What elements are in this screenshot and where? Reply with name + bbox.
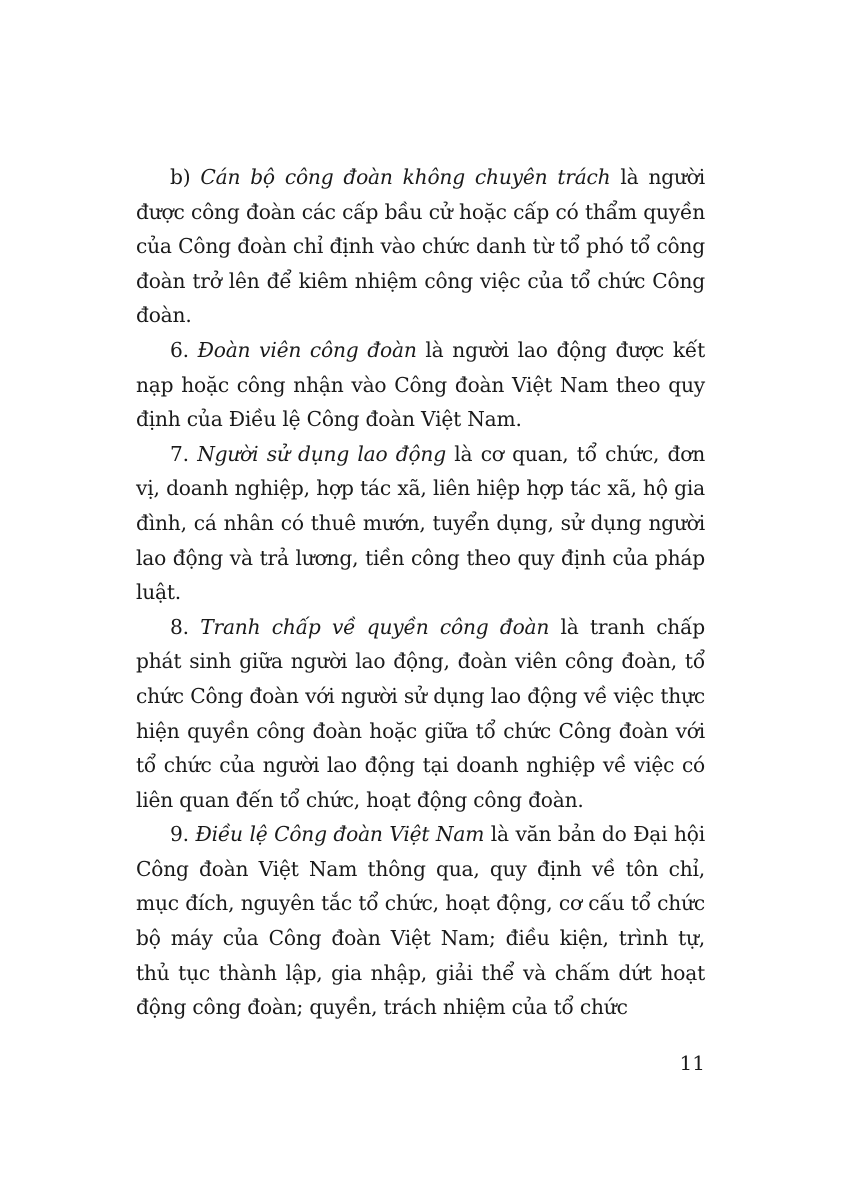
- defined-term: Cán bộ công đoàn không chuyên trách: [200, 165, 611, 189]
- definition-text: là cơ quan, tổ chức, đơn vị, doanh nghiệp, hợp tác xã, liên hiệp hợp tác xã, hộ gia đình, cá nhân có thuê mướn, tuyển dụng, sử dụng người lao động và trả lương, tiền công theo quy định của pháp luật.: [136, 441, 705, 605]
- definition-text: là người lao động được kết nạp hoặc công nhận vào Công đoàn Việt Nam theo quy định của Điều lệ Công đoàn Việt Nam.: [136, 337, 705, 432]
- item-prefix: b): [170, 165, 201, 189]
- defined-term: Đoàn viên công đoàn: [197, 337, 417, 362]
- item-prefix: 8.: [170, 614, 201, 639]
- page-number: 11: [679, 1051, 705, 1075]
- defined-term: Người sử dụng lao động: [197, 441, 446, 466]
- definition-text: là tranh chấp phát sinh giữa người lao động, đoàn viên công đoàn, tổ chức Công đoàn với người sử dụng lao động về việc thực hiện quyền công đoàn hoặc giữa tổ chức Công đoàn với tổ chức của người lao động tại doanh nghiệp về việc có liên quan đến tổ chức, hoạt động công đoàn.: [136, 614, 705, 812]
- item-prefix: 6.: [170, 337, 198, 362]
- paragraph-9-union-charter: [136, 817, 705, 1025]
- item-prefix: 7.: [170, 441, 198, 466]
- paragraph-8-union-rights-dispute: [136, 610, 705, 818]
- defined-term: Điều lệ Công đoàn Việt Nam: [195, 822, 485, 847]
- definition-text: là văn bản do Đại hội Công đoàn Việt Nam thông qua, quy định về tôn chỉ, mục đích, nguyên tắc tổ chức, hoạt động, cơ cấu tổ chức bộ máy của Công đoàn Việt Nam; điều kiện, trình tự, thủ tục thành lập, gia nhập, giải thể và chấm dứt hoạt động công đoàn; quyền, trách nhiệm của tổ chức: [136, 822, 706, 1020]
- definition-text: là người được công đoàn các cấp bầu cử hoặc cấp có thẩm quyền của Công đoàn chỉ định vào chức danh từ tổ phó tổ công đoàn trở lên để kiêm nhiệm công việc của tổ chức Công đoàn.: [136, 165, 705, 328]
- defined-term: Tranh chấp về quyền công đoàn: [200, 614, 550, 639]
- item-prefix: 9.: [170, 822, 196, 847]
- paragraph-b-part-time-union-officer: [136, 160, 705, 333]
- paragraph-7-employer: [136, 437, 705, 610]
- page-body: [136, 160, 705, 1025]
- paragraph-6-union-member: [136, 333, 705, 437]
